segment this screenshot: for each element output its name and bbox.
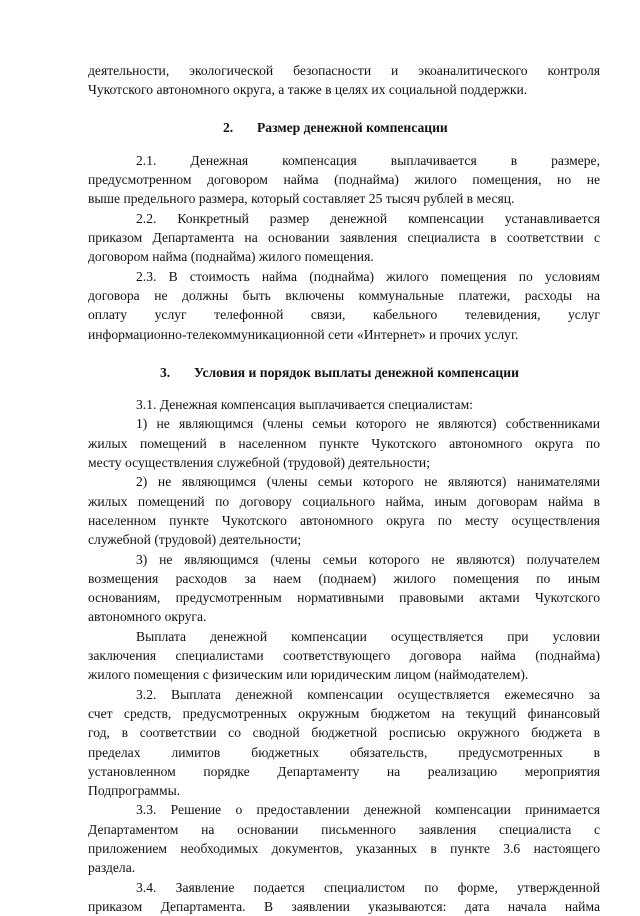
paragraph-2-2 [88, 209, 600, 267]
text-line: договора не должны быть включены коммунальные платежи, расходы на [88, 287, 600, 303]
text-line: 2.1. Денежная компенсация выплачивается в размере, [136, 152, 600, 168]
paragraph-3-2 [88, 685, 600, 801]
paragraph-2-3 [88, 267, 600, 344]
text-line: жилых помещений в населенном пункте Чукотского автономного округа по [88, 435, 600, 451]
paragraph-3-1-item-3 [88, 550, 600, 627]
text-line: 1) не являющимся (члены семьи которого не являются) собственниками [136, 416, 600, 432]
section-number: 3. [160, 364, 171, 380]
section-title: Размер денежной компенсации [257, 119, 448, 135]
text-line: Департаментом на основании письменного заявления специалиста с [88, 821, 600, 837]
text-line: 3.4. Заявление подается специалистом по форме, утвержденной [136, 879, 600, 895]
text-line: Подпрограммы. [88, 783, 181, 799]
text-line: 2) не являющимся (члены семьи которого не являются) нанимателями [136, 474, 600, 490]
text-line: деятельности, экологической безопасности и экоаналитического контроля [88, 63, 600, 78]
paragraph-3-1-condition [88, 627, 600, 685]
text-line: установленном порядке Департаменту на реализацию мероприятия [88, 763, 600, 779]
section-2-heading [88, 118, 600, 137]
paragraph-3-1 [88, 395, 600, 414]
text-line: 3.3. Решение о предоставлении денежной компенсации принимается [136, 802, 600, 818]
text-line: жилого помещения с физическим или юридическим лицом (наймодателем). [88, 667, 529, 683]
text-line: жилых помещений по договору социального найма, иным договорам найма в [88, 493, 600, 509]
text-line: год, в соответствии со сводной бюджетной росписью окружного бюджета в [88, 725, 600, 741]
text-line: оплату услуг телефонной связи, кабельного телевидения, услуг [88, 307, 600, 323]
text-line: месту осуществления служебной (трудовой) деятельности; [88, 455, 430, 471]
text-line: населенном пункте Чукотского автономного округа по месту осуществления [88, 512, 600, 528]
text-line: Чукотского автономного округа, а также в целях их социальной поддержки. [88, 82, 528, 98]
text-line: Выплата денежной компенсации осуществляется при условии [136, 628, 600, 644]
paragraph-3-3 [88, 800, 600, 877]
text-line: основаниям, предусмотренным нормативными правовыми актами Чукотского [88, 590, 600, 606]
text-line: раздела. [88, 860, 136, 876]
text-line: заключения специалистами соответствующего договора найма (поднайма) [88, 648, 600, 664]
paragraph-3-4 [88, 878, 600, 916]
text-line: информационно-телекоммуникационной сети «Интернет» и прочих услуг. [88, 326, 519, 342]
text-line: приказом Департамента. В заявлении указываются: дата начала найма [88, 898, 600, 914]
text-line: счет средств, предусмотренных окружным бюджетом на текущий финансовый [88, 705, 600, 721]
text-line: приложением необходимых документов, указанных в пункте 3.6 настоящего [88, 840, 600, 856]
text-line: предусмотренном договором найма (поднайма) жилого помещения, но не [88, 172, 600, 188]
section-number: 2. [223, 119, 234, 135]
paragraph-3-1-item-1 [88, 414, 600, 472]
text-line: автономного округа. [88, 609, 207, 625]
text-line: 3.1. Денежная компенсация выплачивается специалистам: [136, 397, 473, 413]
text-line: выше предельного размера, который составляет 25 тысяч рублей в месяц. [88, 191, 515, 207]
text-line: пределах лимитов бюджетных обязательств, предусмотренных в [88, 744, 600, 760]
text-line: 3) не являющимся (члены семьи которого не являются) получателем [136, 551, 600, 567]
text-line: возмещения расходов за наем (поднаем) жилого помещения по иным [88, 570, 600, 586]
text-line: 2.2. Конкретный размер денежной компенсации устанавливается [136, 210, 600, 226]
text-line: приказом Департамента на основании заявления специалиста в соответствии с [88, 230, 600, 246]
text-line: 3.2. Выплата денежной компенсации осуществляется ежемесячно за [136, 686, 600, 702]
text-line: служебной (трудовой) деятельности; [88, 532, 302, 548]
intro-paragraph [88, 61, 600, 100]
paragraph-2-1 [88, 151, 600, 209]
section-title: Условия и порядок выплаты денежной компенсации [194, 364, 519, 380]
text-line: договором найма (поднайма) жилого помещения. [88, 249, 374, 265]
text-line: 2.3. В стоимость найма (поднайма) жилого помещения по условиям [136, 268, 600, 284]
section-3-heading [88, 363, 600, 382]
paragraph-3-1-item-2 [88, 472, 600, 549]
